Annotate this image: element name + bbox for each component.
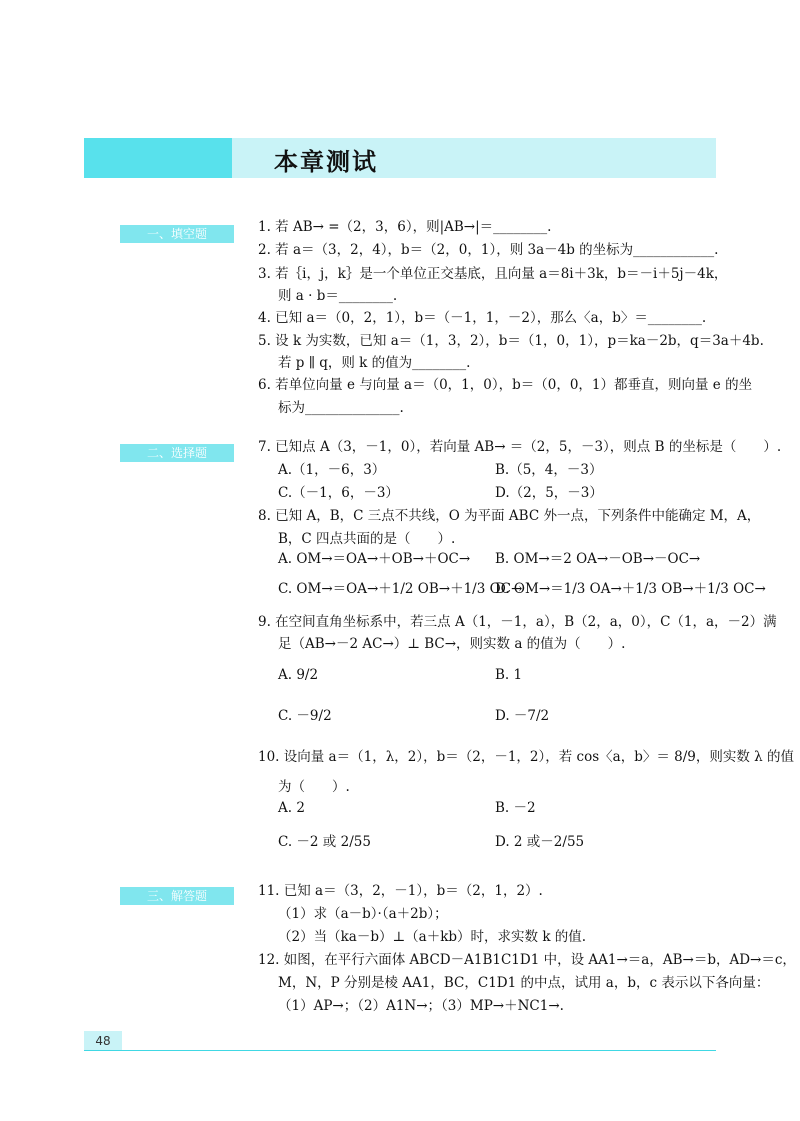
question-10-line-1: 10. 设向量 a＝（1，λ，2），b＝（2，－1，2），若 cos〈a，b〉＝ 8/9，则实数 λ 的值: [258, 749, 794, 765]
question-7-option-d: D.（2，5，－3）: [495, 485, 603, 501]
chapter-title-bar: [84, 138, 716, 178]
question-8-option-a: A. OM→＝OA→＋OB→＋OC→: [278, 551, 471, 567]
question-12-line-2: M，N，P 分别是棱 AA1，BC，C1D1 的中点，试用 a，b，c 表示以下各向量：: [278, 975, 770, 991]
question-9-line-1: 9. 在空间直角坐标系中，若三点 A（1，－1，a），B（2，a，0），C（1，a，－2）满: [258, 614, 777, 630]
question-1: 1. 若 AB→ =（2，3，6），则|AB→|＝________.: [258, 219, 552, 235]
question-6-line-1: 6. 若单位向量 e 与向量 a＝（0，1，0），b＝（0，0，1）都垂直，则向量 e 的坐: [258, 377, 753, 393]
chapter-title: 本章测试: [274, 148, 378, 176]
section-tag-multiple-choice: 二、选择题: [120, 444, 234, 462]
question-8-line-2: B，C 四点共面的是（ ）.: [278, 531, 456, 547]
question-10-option-d: D. 2 或－2/55: [495, 834, 585, 850]
question-10-option-b: B. －2: [495, 800, 536, 816]
question-9-option-c: C. －9/2: [278, 708, 332, 724]
question-2: 2. 若 a＝（3，2，4），b＝（2，0，1），则 3a－4b 的坐标为____________.: [258, 242, 719, 258]
question-10-line-2: 为（ ）.: [278, 779, 350, 795]
question-11-part-2: （2）当（ka－b）⊥（a＋kb）时，求实数 k 的值.: [278, 929, 587, 945]
question-7-option-a: A.（1，－6，3）: [278, 462, 386, 478]
question-11-line-1: 11. 已知 a＝（3，2，－1），b＝（2，1，2）.: [258, 883, 543, 899]
question-8-line-1: 8. 已知 A，B，C 三点不共线，O 为平面 ABC 外一点，下列条件中能确定 M，A，: [258, 508, 761, 524]
page-number: 48: [84, 1031, 122, 1051]
section-tag-fill-blank: 一、填空题: [120, 225, 234, 243]
question-5-line-2: 若 p ∥ q，则 k 的值为________.: [278, 355, 471, 371]
question-12-line-3: （1）AP→；（2）A1N→；（3）MP→＋NC1→.: [278, 998, 564, 1014]
question-3-line-2: 则 a · b＝________.: [278, 288, 398, 304]
question-9-option-a: A. 9/2: [278, 667, 319, 683]
question-12-line-1: 12. 如图，在平行六面体 ABCD－A1B1C1D1 中，设 AA1→＝a，AB→＝b，AD→＝c，: [258, 952, 796, 968]
question-10-option-c: C. －2 或 2/55: [278, 834, 371, 850]
question-5-line-1: 5. 设 k 为实数，已知 a＝（1，3，2），b＝（1，0，1），p＝ka－2b，q＝3a＋4b.: [258, 333, 764, 349]
section-tag-answer: 三、解答题: [120, 887, 234, 905]
title-accent-block: [84, 138, 232, 178]
question-7: 7. 已知点 A（3，－1，0），若向量 AB→ ＝（2，5，－3），则点 B 的坐标是（ ）.: [258, 439, 782, 455]
question-7-option-b: B.（5，4，－3）: [495, 462, 603, 478]
question-4: 4. 已知 a＝（0，2，1），b＝（－1，1，－2），那么〈a，b〉＝________.: [258, 310, 707, 326]
question-7-option-c: C.（－1，6，－3）: [278, 485, 399, 501]
question-11-part-1: （1）求（a－b）·（a＋2b）；: [278, 906, 448, 922]
question-9-option-b: B. 1: [495, 667, 523, 683]
question-9-option-d: D. －7/2: [495, 708, 550, 724]
footer-rule: [84, 1050, 716, 1051]
question-10-option-a: A. 2: [278, 800, 305, 816]
question-8-option-c: C. OM→＝OA→＋1/2 OB→＋1/3 OC→: [278, 581, 523, 597]
question-6-line-2: 标为______________.: [278, 400, 404, 416]
question-9-line-2: 足（AB→－2 AC→）⊥ BC→，则实数 a 的值为（ ）.: [278, 636, 626, 652]
question-3-line-1: 3. 若｛i，j，k｝是一个单位正交基底，且向量 a＝8i＋3k，b＝－i＋5j－4k，: [258, 266, 728, 282]
question-8-option-d: D. OM→＝1/3 OA→＋1/3 OB→＋1/3 OC→: [495, 581, 766, 597]
question-8-option-b: B. OM→＝2 OA→－OB→－OC→: [495, 551, 701, 567]
